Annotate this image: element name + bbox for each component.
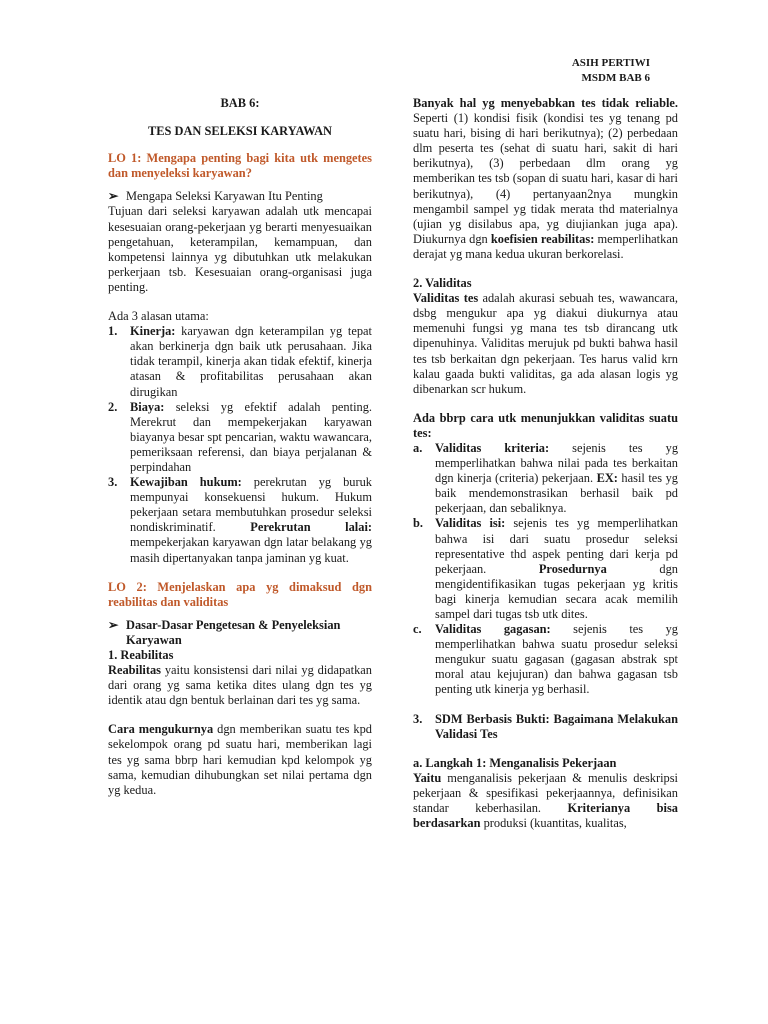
bullet-heading-1 bbox=[108, 189, 372, 204]
header-doc: MSDM BAB 6 bbox=[581, 72, 650, 84]
paragraph-validitas: Validitas tes adalah akurasi sebuah tes, wawancara, dsbg mengukur apa yg diakui diukurnya atau memenuhi fungsi yg mana tes tsb dirancang utk dipenuhinya. Validitas merujuk pd bukti bahwa hasil tes tsb berkaitan dgn pekerjaan. Tes harus valid krn kalau gaada bukti validitas, ga ada alasan logis yg dibenarkan scr hukum. bbox=[413, 291, 678, 396]
subheading-reabilitas: 1. Reabilitas bbox=[108, 648, 174, 662]
bullet-2-text: Dasar-Dasar Pengetesan & Penyeleksian Karyawan bbox=[126, 617, 341, 647]
list-item: c. Validitas gagasan: sejenis tes yg memperlihatkan bahwa suatu prosedur seleksi mengukur suatu gagasan (gagasan abstrak spt moral atau kejujuran) dan bahwa gagasan tsb penting utk kinerja yg berhasil. bbox=[413, 622, 679, 697]
bullet-heading-2 bbox=[108, 618, 372, 648]
reasons-intro: Ada 3 alasan utama: bbox=[108, 309, 209, 324]
left-column bbox=[108, 96, 372, 798]
paragraph-reliability: Banyak hal yg menyebabkan tes tidak reliable. Seperti (1) kondisi fisik (kondisi tes yg tenang pd suatu hari, bising di hari berikutnya); (2) perbedaan dlm peserta tes (sehat di suatu hari, sakit di hari berikutnya), (3) perbedaan dlm orang yg memberikan tes tsb (sopan di suatu hari, kasar di hari berikutnya), (4) pertanyaan2nya mungkin mengambil sampel yg tidak merata thd materialnya (ujian yg disilabus apa, yg diujiankan juga apa). Diukurnya dgn koefisien reabilitas: memperlihatkan derajat yg mana kedua ukuran berkorelasi. bbox=[413, 96, 679, 261]
validity-types-list bbox=[413, 441, 678, 698]
list-item: 3. Kewajiban hukum: perekrutan yg buruk mempunyai konsekuensi hukum. Hukum pekerjaan setara membutuhkan prosedur seleksi nondiskriminatif. Perekrutan lalai: mempekerjakan karyawan dgn latar belakang yg masih dipertanyakan tanpa jaminan yg kuat. bbox=[108, 475, 373, 565]
header-author: ASIH PERTIWI bbox=[571, 57, 650, 69]
ways-intro: Ada bbrp cara utk menunjukkan validitas suatu tes: bbox=[413, 410, 678, 440]
paragraph-step: Yaitu menganalisis pekerjaan & menulis deskripsi pekerjaan & spesifikasi pekerjaannya, definisikan standar keberhasilan. Kriterianya bisa berdasarkan produksi (kuantitas, kualitas, bbox=[413, 770, 679, 831]
list-item: 2. Biaya: seleksi yg efektif adalah penting. Merekrut dan mempekerjakan karyawan biayanya besar spt pencarian, waktu wawancara, pemeriksaan referensi, dan biaya perjalanan & perpindahan bbox=[108, 399, 372, 474]
chapter-title: TES DAN SELEKSI KARYAWAN bbox=[148, 124, 332, 139]
paragraph-reabilitas: Reabilitas yaitu konsistensi dari nilai yg didapatkan dari orang yg sama ketika dites ulang dgn tes yg identik atau dgn bentuk berlainan dari tes yg sama. bbox=[108, 663, 372, 708]
list-item: 1. Kinerja: karyawan dgn keterampilan yg tepat akan berkinerja dgn baik utk perusahaan. Jika tidak terampil, kinerja akan tidak efektif, kinerja atasan & profitabilitas perusahaan akan dirugikan bbox=[108, 324, 372, 399]
step-heading: a. Langkah 1: Menganalisis Pekerjaan bbox=[413, 755, 617, 770]
paragraph-purpose: Tujuan dari seleksi karyawan adalah utk mencapai kesesuaian orang-pekerjaan yg berarti menyesuaikan pengetahuan, keterampilan, kemampuan, dan kompetensi lainnya yg dibutuhkan utk melakukan perkerjaan tsb. Kesesuaian orang-organisasi juga penting. bbox=[108, 204, 372, 294]
page-header bbox=[572, 56, 650, 86]
list-item: b. Validitas isi: sejenis tes yg memperlihatkan bahwa isi dari suatu prosedur seleksi representative thd aspek penting dari kerja pd pekerjaan. Prosedurnya dgn mengidentifikasikan tugas pekerjaan yg kritis bagi kinerja kemudian secara acak memilih sampel dari tugas tsb utk dites. bbox=[413, 516, 678, 621]
reasons-list bbox=[108, 324, 372, 566]
lo2-heading: LO 2: Menjelaskan apa yg dimaksud dgn reabilitas dan validitas bbox=[108, 579, 372, 609]
subheading-validitas: 2. Validitas bbox=[413, 276, 472, 291]
list-item: a. Validitas kriteria: sejenis tes yg memperlihatkan bahwa nilai pada tes berkaitan dgn kinerja (criteria) pekerjaan. EX: hasil tes yg baik mendemonstrasikan berhasil baik pd pekerjaan, dan sebaliknya. bbox=[413, 440, 679, 516]
paragraph-cara: Cara mengukurnya dgn memberikan suatu tes kpd sekelompok orang pd suatu hari, memberikan lagi tes yg sama bbrp hari kemudian kpd kelompok yg sama, kemudian dihubungkan set nilai pertama dgn yg kedua. bbox=[108, 722, 372, 797]
right-column bbox=[413, 96, 678, 831]
subheading-sdm: 3. SDM Berbasis Bukti: Bagaimana Melakukan Validasi Tes bbox=[413, 711, 678, 741]
chapter-number: BAB 6: bbox=[220, 96, 260, 110]
arrow-bullet-icon: ➢ bbox=[108, 617, 119, 632]
arrow-bullet-icon: ➢ bbox=[108, 189, 119, 204]
bullet-1-text: Mengapa Seleksi Karyawan Itu Penting bbox=[126, 189, 323, 204]
lo1-heading: LO 1: Mengapa penting bagi kita utk mengetes dan menyeleksi karyawan? bbox=[108, 151, 372, 181]
